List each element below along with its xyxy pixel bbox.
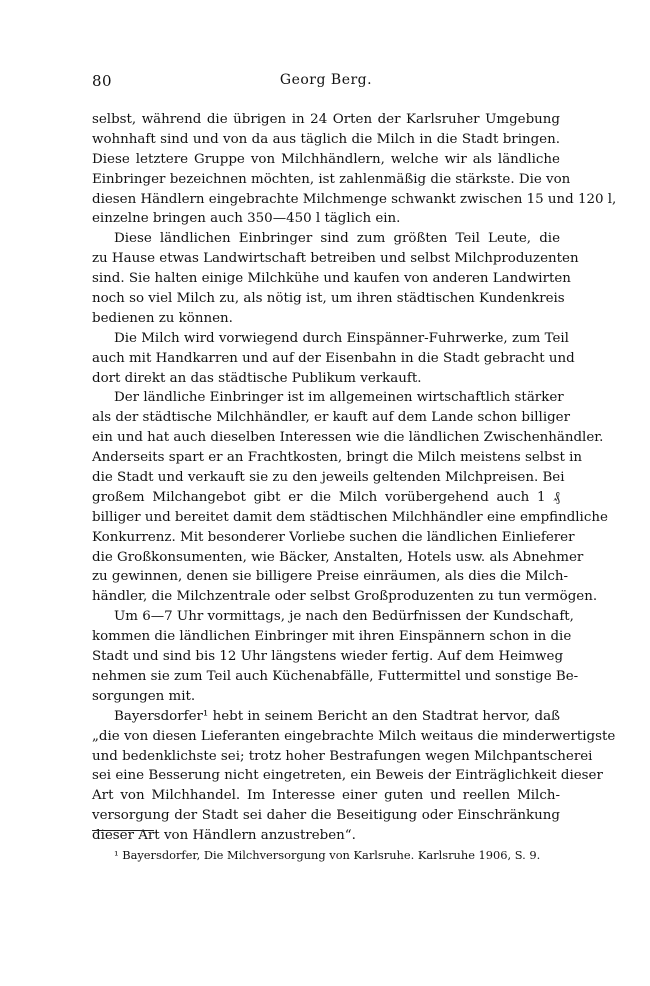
text-line: ein und hat auch dieselben Interessen wie die ländlichen Zwischenhändler. [92,430,604,446]
text-line: Art von Milchhandel. Im Interesse einer guten und reellen Milch- [92,788,560,804]
text-line: dieser Art von Händlern anzustreben“. [92,828,356,844]
paragraph [92,607,579,706]
footnote-rule [92,830,154,831]
paragraph [92,110,617,229]
text-line: die Stadt und verkauft sie zu den jeweils geltenden Milchpreisen. Bei [92,470,565,486]
page-number: 80 [92,72,113,90]
text-line: billiger und bereitet damit dem städtischen Milchhändler eine empfindliche [92,509,608,525]
text-line: sei eine Besserung nicht eingetreten, ein Beweis der Einträglichkeit dieser [92,768,603,784]
text-line: zu gewinnen, denen sie billigere Preise einräumen, als dies die Milch- [92,569,569,585]
text-line: sorgungen mit. [92,688,196,704]
footnote [114,846,560,864]
page-header [92,72,560,94]
text-line: zu Hause etwas Landwirtschaft betreiben und selbst Milchproduzenten [92,251,579,267]
text-line: Stadt und sind bis 12 Uhr längstens wieder fertig. Auf dem Heimweg [92,649,564,665]
footnote-text: Bayersdorfer, Die Milchversorgung von Karlsruhe. Karlsruhe 1906, S. 9. [122,848,541,862]
text-line: Diese letztere Gruppe von Milchhändlern, welche wir als ländliche [92,151,560,167]
text-line: Die Milch wird vorwiegend durch Einspänner-Fuhrwerke, zum Teil [114,330,569,346]
text-line: auch mit Handkarren und auf der Eisenbahn in die Stadt gebracht und [92,350,575,366]
text-line: Einbringer bezeichnen möchten, ist zahlenmäßig die stärkste. Die von [92,171,571,187]
text-line: „die von diesen Lieferanten eingebrachte Milch weitaus die minderwertigste [92,728,616,744]
text-line: einzelne bringen auch 350—450 l täglich ein. [92,211,401,227]
text-line: wohnhaft sind und von da aus täglich die Milch in die Stadt bringen. [92,131,560,147]
text-line: versorgung der Stadt sei daher die Beseitigung oder Einschränkung [92,808,560,824]
paragraph [92,229,579,328]
paragraph [92,329,575,389]
text-line: händler, die Milchzentrale oder selbst Großproduzenten zu tun vermögen. [92,589,598,605]
text-line: nehmen sie zum Teil auch Küchenabfälle, Futtermittel und sonstige Be- [92,668,579,684]
text-line: und bedenklichste sei; trotz hoher Bestrafungen wegen Milchpantscherei [92,748,593,764]
text-line: als der städtische Milchhändler, er kauft auf dem Lande schon billiger [92,410,571,426]
text-line: Konkurrenz. Mit besonderer Vorliebe suchen die ländlichen Einlieferer [92,529,575,545]
text-line: sind. Sie halten einige Milchkühe und kaufen von anderen Landwirten [92,271,571,287]
running-title: Georg Berg. [279,72,373,88]
footnote-marker: ¹ [114,848,119,862]
text-line: kommen die ländlichen Einbringer mit ihren Einspännern schon in die [92,629,572,645]
paragraph [92,388,608,607]
text-line: die Großkonsumenten, wie Bäcker, Anstalten, Hotels usw. als Abnehmer [92,549,584,565]
text-line: dort direkt an das städtische Publikum verkauft. [92,370,422,386]
paragraph [92,707,616,846]
text-line: Bayersdorfer¹ hebt in seinem Bericht an den Stadtrat hervor, daß [114,708,560,724]
text-line: bedienen zu können. [92,310,233,326]
text-line: Anderseits spart er an Frachtkosten, bringt die Milch meistens selbst in [92,450,583,466]
text-line: Um 6—7 Uhr vormittags, je nach den Bedürfnissen der Kundschaft, [114,609,574,625]
text-line: großem Milchangebot gibt er die Milch vorübergehend auch 1 ₰ [92,489,560,505]
text-line: noch so viel Milch zu, als nötig ist, um ihren städtischen Kundenkreis [92,291,565,307]
text-line: diesen Händlern eingebrachte Milchmenge schwankt zwischen 15 und 120 l, [92,191,617,207]
text-line: selbst, während die übrigen in 24 Orten der Karlsruher Umgebung [92,112,560,127]
text-line: Der ländliche Einbringer ist im allgemeinen wirtschaftlich stärker [114,390,564,406]
body-text [92,110,617,846]
text-line: Diese ländlichen Einbringer sind zum größten Teil Leute, die [114,231,560,247]
